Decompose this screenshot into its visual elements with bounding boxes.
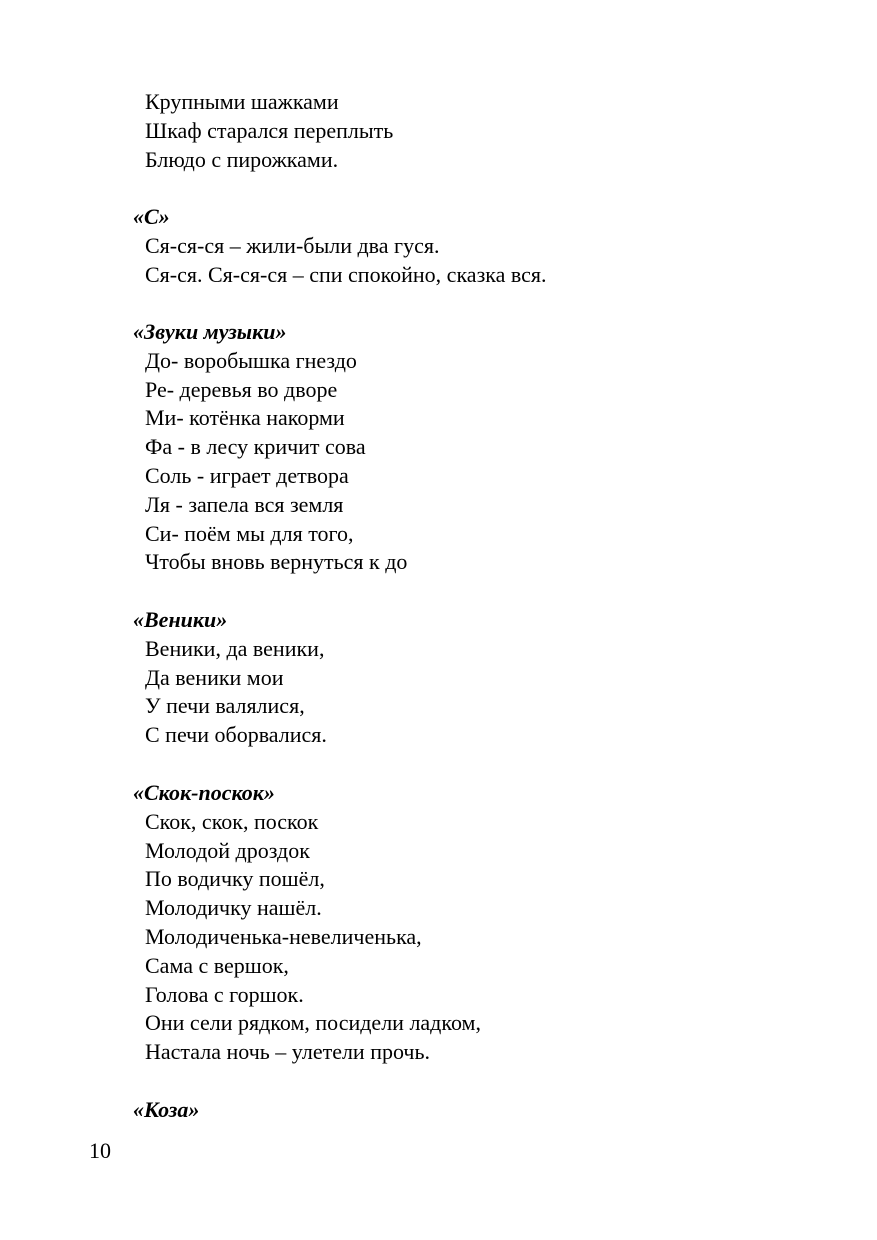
verse-line: Голова с горшок.: [145, 981, 304, 1007]
verse-line: Крупными шажками: [145, 89, 339, 114]
verse-line: Ся-ся-ся – жили-были два гуся.: [145, 232, 440, 258]
verse-line: Они сели рядком, посидели ладком,: [145, 1010, 481, 1036]
verse-line: По водичку пошёл,: [145, 866, 325, 892]
poem-title: «Веники»: [133, 607, 228, 632]
verse-line: У печи валялися,: [145, 693, 305, 719]
verse-line: Шкаф старался переплыть: [145, 117, 394, 143]
intro-stanza: [133, 88, 833, 174]
verse-line: Веники, да веники,: [145, 635, 325, 661]
verse-line: Молодой дроздок: [145, 837, 310, 863]
verse-line: Да веники мои: [145, 664, 284, 690]
poem-koza: [133, 1096, 833, 1125]
poem-title: «Скок-поскок»: [133, 780, 275, 805]
verse-line: Ми- котёнка накорми: [145, 405, 345, 431]
verse-line: Сама с вершок,: [145, 952, 289, 978]
verse-line: Соль - играет детвора: [145, 462, 349, 488]
verse-line: Ся-ся. Ся-ся-ся – спи спокойно, сказка вся.: [145, 261, 547, 287]
verse-line: Блюдо с пирожками.: [145, 146, 339, 172]
verse-line: Молодиченька-невеличенька,: [145, 923, 422, 949]
verse-line: Чтобы вновь вернуться к до: [145, 549, 408, 575]
verse-line: Ре- деревья во дворе: [145, 376, 338, 402]
poem-zvuki-muzyki: [133, 318, 833, 577]
verse-line: Настала ночь – улетели прочь.: [145, 1039, 431, 1065]
verse-line: Фа - в лесу кричит сова: [145, 434, 366, 460]
verse-line: До- воробышка гнездо: [145, 347, 357, 373]
poem-skok-poskok: [133, 779, 833, 1067]
verse-line: Ля - запела вся земля: [145, 491, 344, 517]
verse-line: Молодичку нашёл.: [145, 895, 322, 921]
verse-line: Скок, скок, поскок: [145, 808, 319, 834]
verse-line: С печи оборвалися.: [145, 722, 327, 748]
poem-title: «С»: [133, 204, 170, 229]
poem-title: «Коза»: [133, 1097, 200, 1122]
poem-veniki: [133, 606, 833, 750]
page-number: 10: [89, 1138, 111, 1163]
poem-s: [133, 203, 833, 289]
poem-title: «Звуки музыки»: [133, 319, 287, 344]
verse-line: Си- поём мы для того,: [145, 520, 354, 546]
